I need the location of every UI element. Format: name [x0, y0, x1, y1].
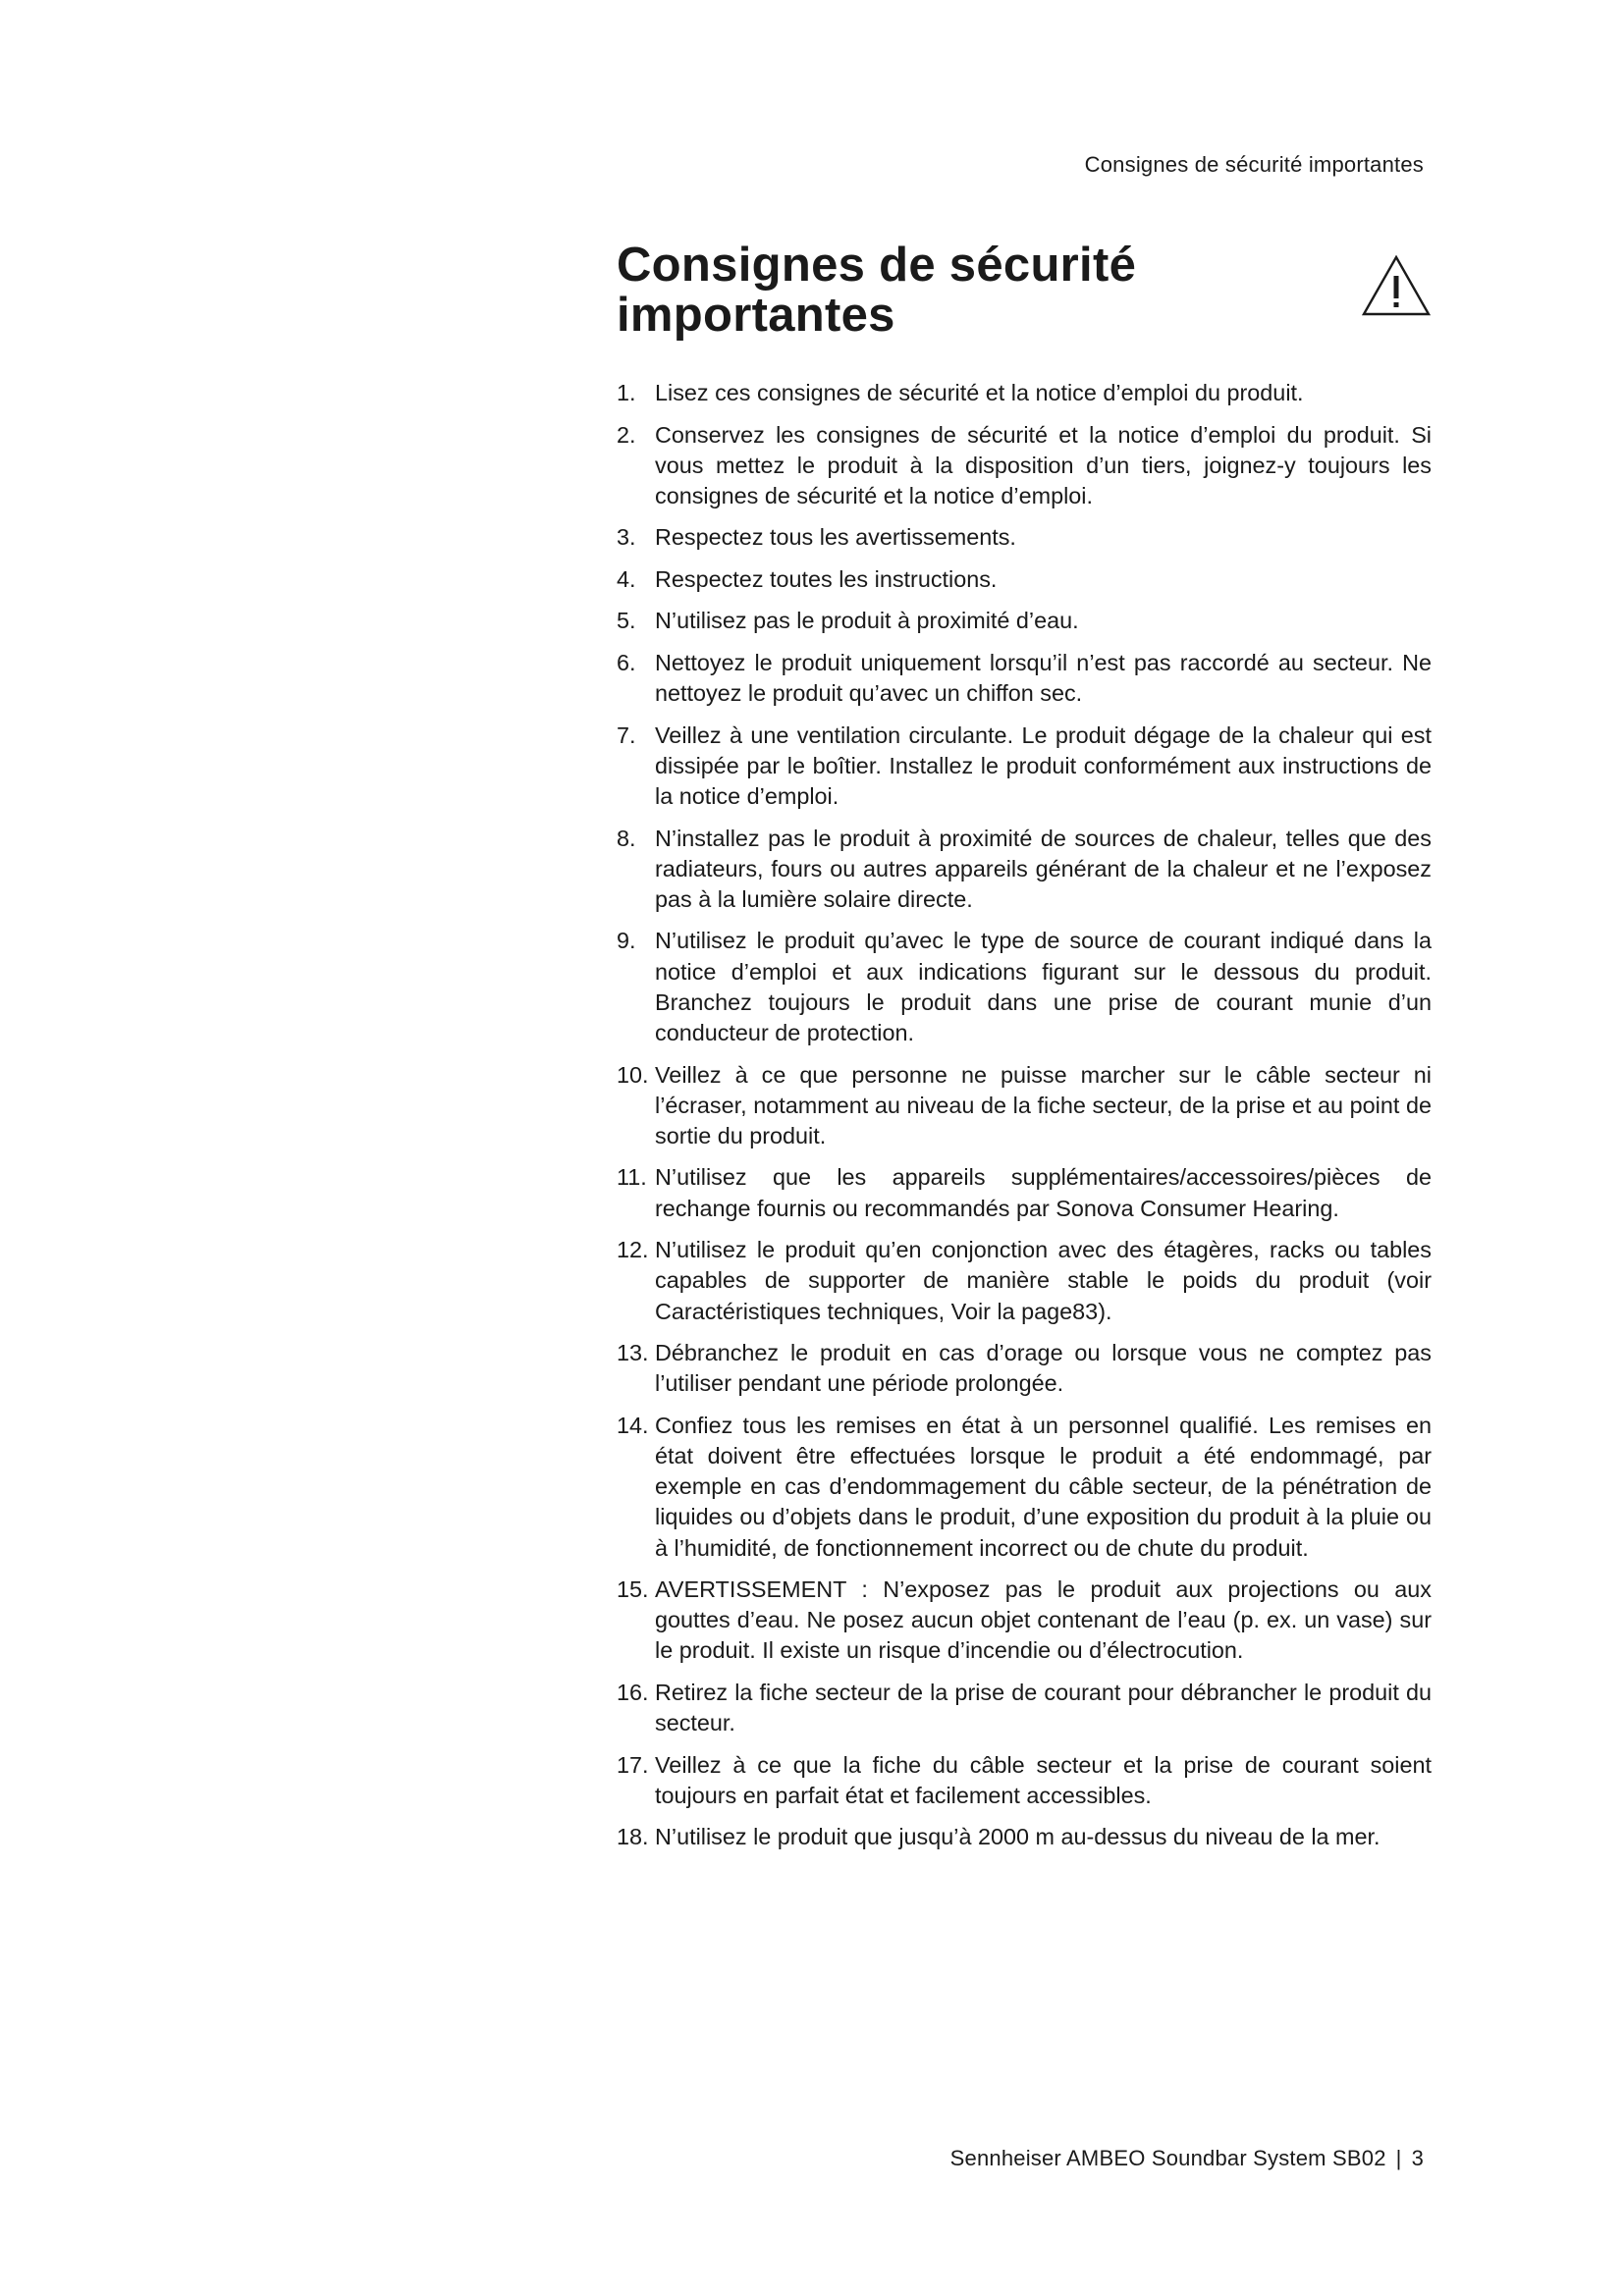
item-text: Lisez ces consignes de sécurité et la notice d’emploi du produit. — [655, 380, 1304, 405]
item-number: 4. — [617, 565, 636, 592]
item-number: 16. — [617, 1679, 649, 1705]
item-text: N’utilisez pas le produit à proximité d’eau. — [655, 608, 1079, 634]
item-number: 5. — [617, 608, 636, 634]
list-item — [617, 522, 1432, 553]
page-content — [617, 240, 1432, 1864]
item-number: 15. — [617, 1576, 649, 1603]
item-text: Confiez tous les remises en état à un personnel qualifié. Les remises en état doivent être effectuées lorsque le produit a été endommagé, par exemple en cas d’endommagement du câble secteur, de la pénétration de liquides ou d’objets dans le produit, d’une exposition du produit à la pluie ou à l’humidité, de fonctionnement incorrect ou de chute du produit. — [655, 1412, 1432, 1561]
list-item — [617, 1162, 1432, 1223]
list-item — [617, 721, 1432, 813]
running-header: Consignes de sécurité importantes — [1084, 152, 1424, 177]
list-item — [617, 1338, 1432, 1399]
item-number: 13. — [617, 1340, 649, 1366]
item-number: 10. — [617, 1061, 649, 1088]
item-number: 11. — [617, 1164, 647, 1191]
item-number: 12. — [617, 1237, 649, 1263]
list-item — [617, 824, 1432, 916]
list-item — [617, 564, 1432, 595]
item-text: Retirez la fiche secteur de la prise de courant pour débrancher le produit du secteur. — [655, 1679, 1432, 1736]
item-text: Veillez à ce que personne ne puisse marcher sur le câble secteur ni l’écraser, notamment au niveau de la fiche secteur, de la prise et au point de sortie du produit. — [655, 1061, 1432, 1148]
item-number: 8. — [617, 825, 636, 851]
item-number: 6. — [617, 649, 636, 675]
item-text: Respectez tous les avertissements. — [655, 524, 1016, 551]
item-text: Respectez toutes les instructions. — [655, 565, 998, 592]
warning-triangle-icon — [1361, 254, 1432, 317]
item-text: N’installez pas le produit à proximité de sources de chaleur, telles que des radiateurs, fours ou autres appareils générant de la chaleur et ne l’exposez pas à la lumière solaire directe. — [655, 825, 1432, 912]
item-text: N’utilisez que les appareils supplémentaires/accessoires/pièces de rechange fournis ou recommandés par Sonova Consumer Hearing. — [655, 1164, 1432, 1221]
footer-separator: | — [1395, 2146, 1402, 2170]
item-number: 7. — [617, 721, 636, 748]
page-number: 3 — [1411, 2146, 1424, 2170]
item-text: N’utilisez le produit qu’en conjonction avec des étagères, racks ou tables capables de supporter de manière stable le poids du produit (voir Caractéristiques techniques, Voir la page83). — [655, 1237, 1432, 1324]
item-text: Veillez à une ventilation circulante. Le produit dégage de la chaleur qui est dissipée par le boîtier. Installez le produit conformément aux instructions de la notice d’emploi. — [655, 721, 1432, 810]
item-text: Veillez à ce que la fiche du câble secteur et la prise de courant soient toujours en parfait état et facilement accessibles. — [655, 1751, 1432, 1808]
list-item — [617, 1750, 1432, 1811]
list-item — [617, 1411, 1432, 1564]
list-item — [617, 1575, 1432, 1667]
item-text: AVERTISSEMENT : N’exposez pas le produit aux projections ou aux gouttes d’eau. Ne posez aucun objet contenant de l’eau (p. ex. un vase) sur le produit. Il existe un risque d’incendie ou d’électrocution. — [655, 1576, 1432, 1664]
item-number: 1. — [617, 380, 636, 405]
item-number: 9. — [617, 928, 636, 954]
item-number: 2. — [617, 421, 636, 448]
item-number: 17. — [617, 1751, 649, 1778]
list-item — [617, 1235, 1432, 1327]
item-number: 18. — [617, 1824, 649, 1850]
list-item — [617, 926, 1432, 1048]
list-item — [617, 1678, 1432, 1738]
item-text: Conservez les consignes de sécurité et la notice d’emploi du produit. Si vous mettez le produit à la disposition d’un tiers, joignez-y toujours les consignes de sécurité et la notice d’emploi. — [655, 421, 1432, 508]
item-number: 14. — [617, 1412, 649, 1438]
item-text: Débranchez le produit en cas d’orage ou lorsque vous ne comptez pas l’utiliser pendant une période prolongée. — [655, 1340, 1432, 1397]
list-item — [617, 420, 1432, 512]
running-footer — [950, 2146, 1424, 2171]
safety-instructions-list — [617, 378, 1432, 1853]
page-title: Consignes de sécurité importantes — [617, 239, 1137, 342]
list-item — [617, 648, 1432, 709]
item-text: N’utilisez le produit qu’avec le type de source de courant indiqué dans la notice d’emploi et aux indications figurant sur le dessous du produit. Branchez toujours le produit dans une prise de courant munie d’un conducteur de protection. — [655, 928, 1432, 1046]
footer-product: Sennheiser AMBEO Soundbar System SB02 — [949, 2146, 1386, 2170]
title-row — [617, 240, 1432, 348]
list-item — [617, 378, 1432, 408]
list-item — [617, 1060, 1432, 1152]
list-item — [617, 606, 1432, 636]
item-text: N’utilisez le produit que jusqu’à 2000 m au-dessus du niveau de la mer. — [655, 1824, 1380, 1850]
item-text: Nettoyez le produit uniquement lorsqu’il n’est pas raccordé au secteur. Ne nettoyez le produit qu’avec un chiffon sec. — [655, 649, 1432, 707]
item-number: 3. — [617, 524, 636, 551]
list-item — [617, 1822, 1432, 1852]
